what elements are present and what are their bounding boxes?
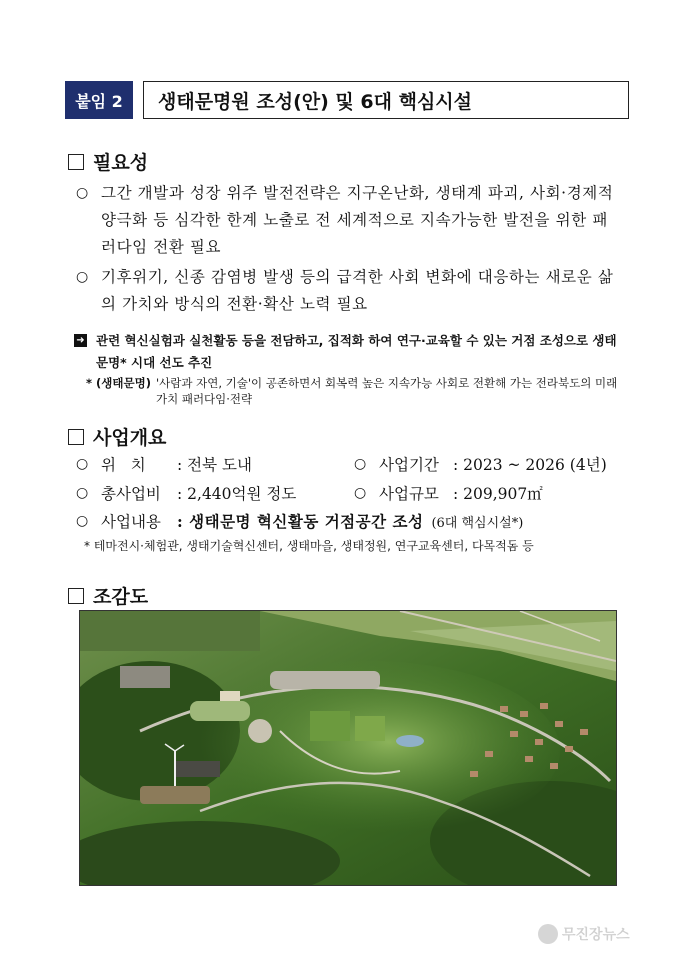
scale-cell	[354, 482, 543, 504]
section-heading-overview	[68, 423, 166, 450]
section-title: 필요성	[93, 152, 149, 174]
attachment-tag: 붙임 2	[65, 81, 133, 119]
watermark-text: 무진장뉴스	[562, 927, 630, 943]
circle-bullet-icon: ○	[76, 485, 89, 501]
content-note: (6대 핵심시설*)	[431, 515, 524, 531]
watermark	[538, 924, 630, 944]
checkbox-square-icon	[68, 429, 84, 445]
section-heading-bird-view	[68, 582, 148, 609]
period-cell	[354, 453, 607, 475]
checkbox-square-icon	[68, 154, 84, 170]
bullet-text: 그간 개발과 성장 위주 발전전략은 지구온난화, 생태계 파괴, 사회·경제적 양극화 등 심각한 한계 노출로 전 세계적으로 지속가능한 발전을 위한 패러다임 전환 필요	[101, 184, 614, 256]
arrow-right-icon: ➜	[74, 334, 87, 347]
period-label: 사업기간	[379, 456, 439, 474]
facilities-note: * 테마전시·체험관, 생태기술혁신센터, 생태마을, 생태정원, 연구교육센터, 다목적돔 등	[84, 539, 534, 553]
circle-bullet-icon: ○	[354, 485, 367, 501]
cost-value: : 2,440억원 정도	[177, 485, 297, 503]
content-label: 사업내용	[101, 513, 161, 531]
overview-row-3	[76, 510, 523, 532]
section-heading-necessity	[68, 148, 148, 175]
section-title: 사업개요	[93, 427, 167, 449]
circle-bullet-icon: ○	[76, 185, 89, 201]
cost-label: 총사업비	[101, 485, 161, 503]
location-value: : 전북 도내	[177, 456, 252, 474]
content-value: : 생태문명 혁신활동 거점공간 조성	[177, 512, 424, 531]
bullet-text: 기후위기, 신종 감염병 발생 등의 급격한 사회 변화에 대응하는 새로운 삶의 가치와 방식의 전환·확산 노력 필요	[101, 268, 614, 313]
footnote	[86, 375, 626, 407]
mountain-logo-icon	[538, 924, 558, 944]
title-row	[65, 81, 629, 119]
checkbox-square-icon	[68, 588, 84, 604]
aerial-rendering-image	[79, 610, 617, 886]
section-title: 조감도	[93, 586, 149, 608]
necessity-bullet-1	[76, 180, 621, 261]
circle-bullet-icon: ○	[76, 456, 89, 472]
period-value: : 2023 ~ 2026 (4년)	[453, 456, 607, 474]
cost-cell	[76, 482, 354, 504]
conclusion	[74, 330, 622, 374]
scale-label: 사업규모	[379, 485, 439, 503]
circle-bullet-icon: ○	[76, 513, 89, 529]
location-label: 위 치	[101, 456, 146, 474]
overview-row-2	[76, 482, 543, 504]
location-cell	[76, 453, 354, 475]
footnote-text: '사람과 자연, 기술'이 공존하면서 회복력 높은 지속가능 사회로 전환해 가는 전라북도의 미래가치 패러다임·전략	[155, 376, 618, 406]
aerial-view-illustration	[80, 611, 616, 885]
scale-value: : 209,907㎡	[453, 485, 543, 503]
overview-row-1	[76, 453, 607, 475]
circle-bullet-icon: ○	[354, 456, 367, 472]
page-title: 생태문명원 조성(안) 및 6대 핵심시설	[143, 81, 629, 119]
necessity-bullet-2	[76, 264, 621, 318]
content-cell	[76, 510, 523, 532]
conclusion-text: 관련 혁신실험과 실천활동 등을 전담하고, 집적화 하여 연구·교육할 수 있는 거점 조성으로 생태문명* 시대 선도 추진	[96, 333, 617, 370]
footnote-label: * (생태문명)	[86, 376, 151, 390]
circle-bullet-icon: ○	[76, 269, 89, 285]
